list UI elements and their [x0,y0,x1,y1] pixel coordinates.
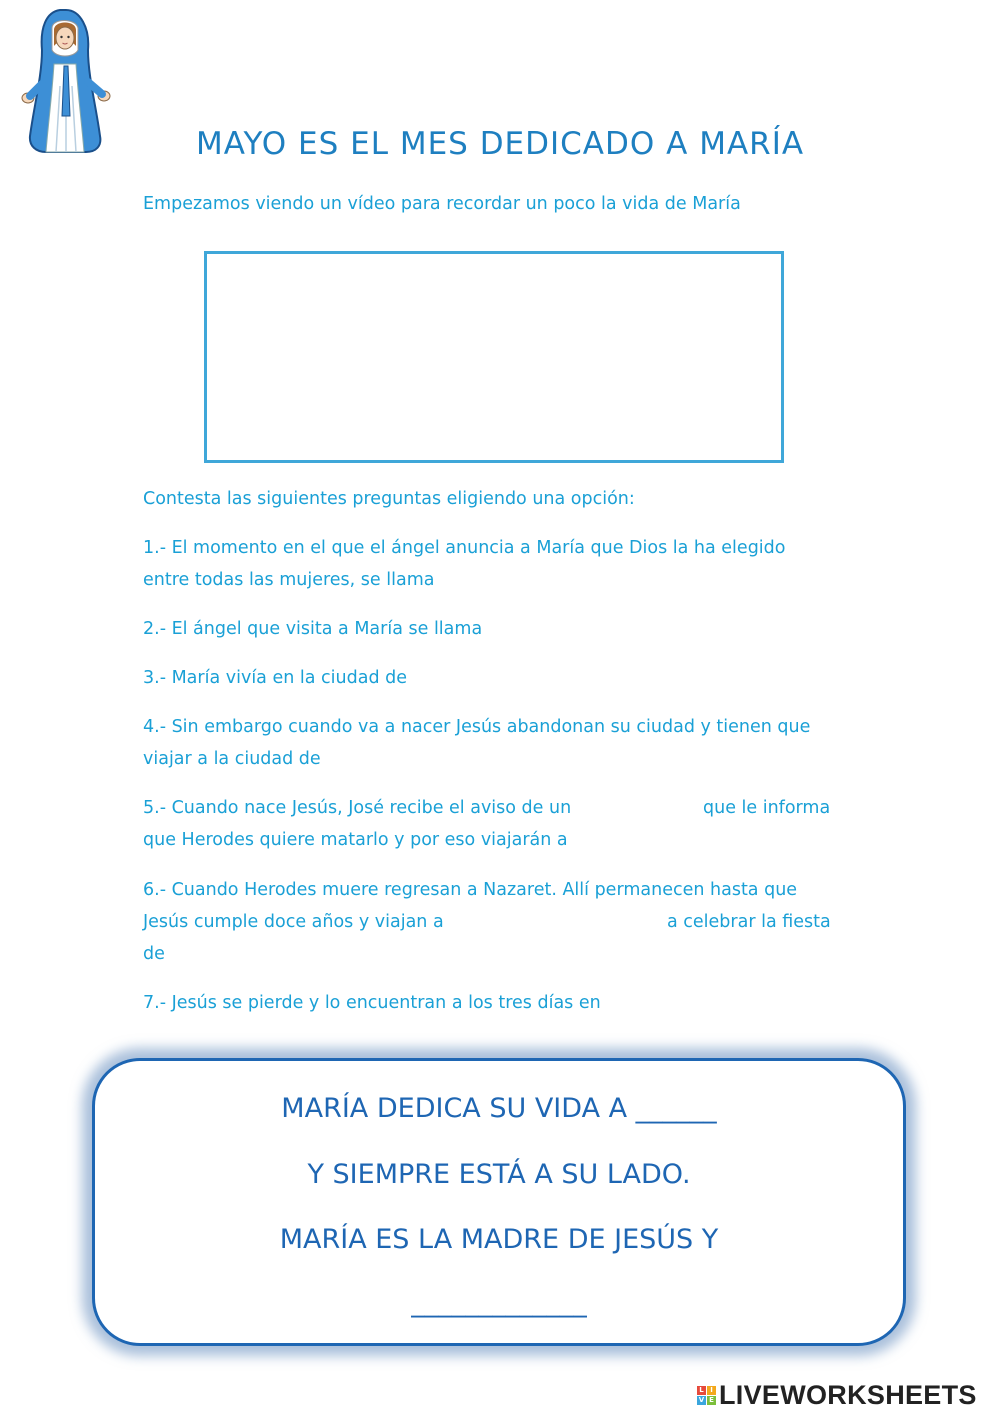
page-title: MAYO ES EL MES DEDICADO A MARÍA [195,126,805,162]
summary-box [92,1058,906,1346]
logo-tile-v: V [698,1396,705,1404]
question-5-line-1-end: que le informa [703,798,831,818]
question-6-line-2: Jesús cumple doce años y viajan a [143,912,444,932]
question-6-line-2-end: a celebrar la fiesta [667,912,831,932]
question-6-line-3: de [143,944,165,964]
liveworksheets-tiles-icon [697,1386,716,1405]
video-embed-placeholder[interactable] [204,251,784,463]
summary-line-3: MARÍA ES LA MADRE DE JESÚS Y [279,1224,719,1255]
question-1-line-2: entre todas las mujeres, se llama [143,570,435,590]
question-4-line-2: viajar a la ciudad de [143,749,321,769]
question-5-line-2: que Herodes quiere matarlo y por eso viajarán a [143,830,568,850]
logo-tile-i: I [707,1386,716,1395]
question-7: 7.- Jesús se pierde y lo encuentran a los tres días en [143,993,601,1013]
liveworksheets-logo [697,1380,977,1411]
instruction-text: Contesta las siguientes preguntas eligiendo una opción: [143,489,635,509]
summary-line-4: _____________ [411,1287,587,1318]
question-3: 3.- María vivía en la ciudad de [143,668,407,688]
logo-tile-e: E [707,1396,716,1405]
logo-tile-l: L [697,1386,706,1395]
question-1-line-1: 1.- El momento en el que el ángel anuncia a María que Dios la ha elegido [143,538,786,558]
summary-line-2: Y SIEMPRE ESTÁ A SU LADO. [307,1159,691,1190]
question-5-line-1: 5.- Cuando nace Jesús, José recibe el aviso de un [143,798,572,818]
question-2: 2.- El ángel que visita a María se llama [143,619,483,639]
question-4-line-1: 4.- Sin embargo cuando va a nacer Jesús abandonan su ciudad y tienen que [143,717,811,737]
intro-text: Empezamos viendo un vídeo para recordar un poco la vida de María [143,194,741,214]
question-6-line-1: 6.- Cuando Herodes muere regresan a Nazaret. Allí permanecen hasta que [143,880,798,900]
summary-line-1: MARÍA DEDICA SU VIDA A ______ [281,1093,717,1124]
liveworksheets-text: LIVEWORKSHEETS [719,1380,977,1410]
